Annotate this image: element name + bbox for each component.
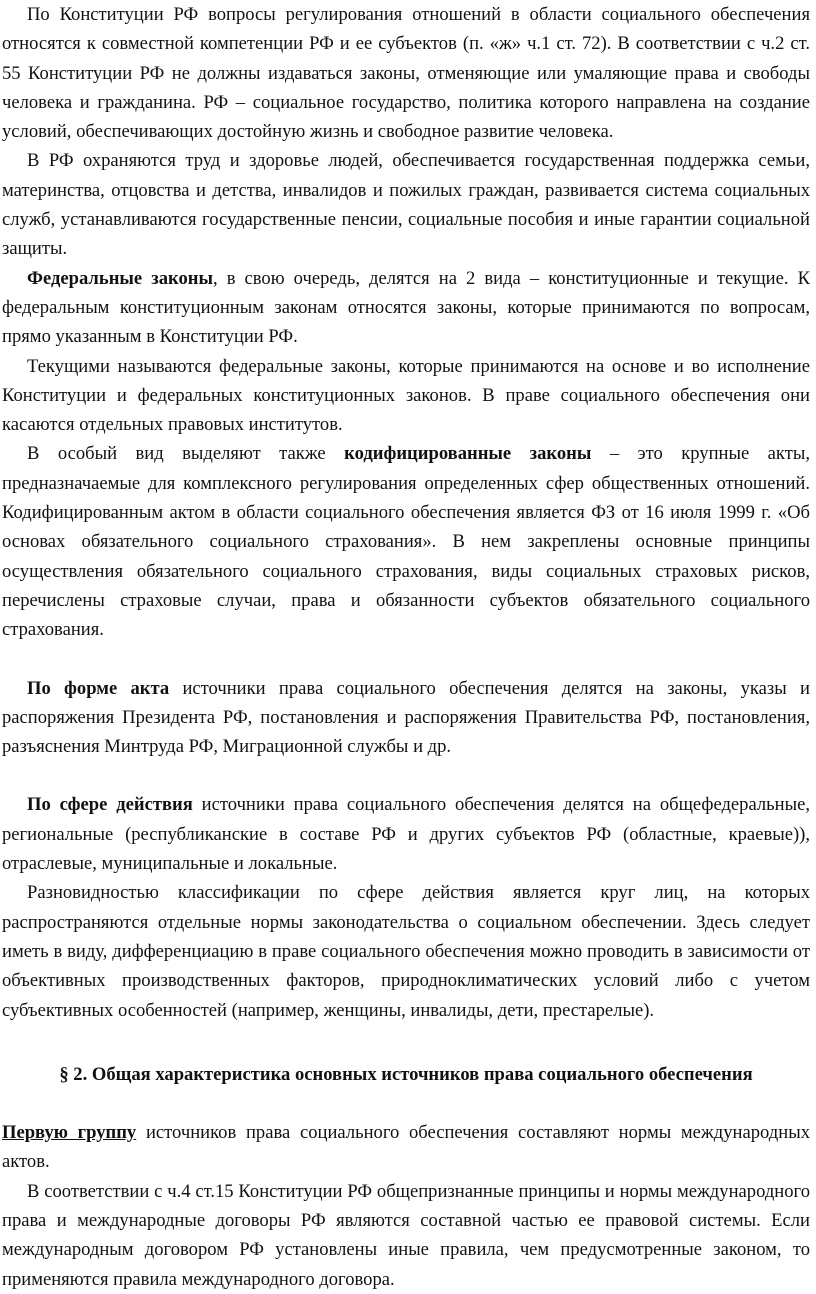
paragraph-9-text: источников права социального обеспечения составляют нормы международных актов. <box>2 1122 810 1173</box>
spacer <box>2 645 810 674</box>
paragraph-1: По Конституции РФ вопросы регулирования отношений в области социального обеспечения относятся к совместной компетенции РФ и ее субъектов (п. «ж» ч.1 ст. 72). В соответствии с ч.2 ст. 55 Конституции РФ не должны издаваться законы, отменяющие или умаляющие права и свободы человека и гражданина. РФ – социальное государство, политика которого направлена на создание условий, обеспечивающих достойную жизнь и свободное развитие человека. <box>2 4 810 143</box>
underlined-term-first-group: Первую группу <box>2 1122 137 1144</box>
paragraph-7 <box>2 790 810 878</box>
paragraph-6 <box>2 674 810 762</box>
paragraph-5 <box>2 439 810 644</box>
bold-term-by-scope: По сфере действия <box>27 794 193 816</box>
paragraph-4: Текущими называются федеральные законы, которые принимаются на основе и во исполнение Конституции и федеральных конституционных законов. В праве социального обеспечения они касаются отдельных правовых институтов. <box>2 355 810 436</box>
paragraph-5-lead: В особый вид выделяют также <box>27 443 345 465</box>
paragraph-2: В РФ охраняются труд и здоровье людей, обеспечивается государственная поддержка семьи, материнства, отцовства и детства, инвалидов и пожилых граждан, развивается система социальных служб, устанавливаются государственные пенсии, социальные пособия и иные гарантии социальной защиты. <box>2 150 810 260</box>
bold-term-codified-laws: кодифицированные законы <box>344 443 592 465</box>
paragraph-6-text: источники права социального обеспечения делятся на законы, указы и распоряжения Президента РФ, постановления и распоряжения Правительства РФ, постановления, разъяснения Минтруда РФ, Миграционной службы и др. <box>2 677 810 758</box>
section-heading: § 2. Общая характеристика основных источников права социального обеспечения <box>59 1063 753 1085</box>
paragraph-9 <box>2 1118 810 1177</box>
paragraph-10: В соответствии с ч.4 ст.15 Конституции РФ общепризнанные принципы и нормы международного права и международные договоры РФ являются составной частью ее правовой системы. Если международным договором РФ установлены иные правила, чем предусмотренные законом, то применяются правила международного договора. <box>2 1180 810 1290</box>
bold-term-by-form: По форме акта <box>27 677 170 699</box>
spacer <box>2 761 810 790</box>
paragraph-5-text: – это крупные акты, предназначаемые для комплексного регулирования определенных сфер общественных отношений. Кодифицированным актом в области социального обеспечения является ФЗ от 16 июля 1999 г. «Об основах обязательного социального страхования». В нем закреплены основные принципы осуществления обязательного социального страхования, виды социальных страховых рисков, перечислены страховые случаи, права и обязанности субъектов обязательного социального страхования. <box>2 443 810 641</box>
paragraph-3-text: , в свою очередь, делятся на 2 вида – конституционные и текущие. К федеральным конституционным законам относятся законы, которые принимаются по вопросам, прямо указанным в Конституции РФ. <box>2 267 810 348</box>
bold-term-federal-laws: Федеральные законы <box>27 267 213 289</box>
spacer <box>2 1025 810 1054</box>
spacer <box>2 1089 810 1118</box>
paragraph-3 <box>2 264 810 352</box>
paragraph-7-text: источники права социального обеспечения делятся на общефедеральные, региональные (республиканские в составе РФ и других субъектов РФ (областные, краевые)), отраслевые, муниципальные и локальные. <box>2 794 810 875</box>
paragraph-8: Разновидностью классификации по сфере действия является круг лиц, на которых распространяются отдельные нормы законодательства о социальном обеспечении. Здесь следует иметь в виду, дифференциацию в праве социального обеспечения можно проводить в зависимости от объективных производственных факторов, природноклиматических условий либо с учетом субъективных особенностей (например, женщины, инвалиды, дети, престарелые). <box>2 882 810 1021</box>
